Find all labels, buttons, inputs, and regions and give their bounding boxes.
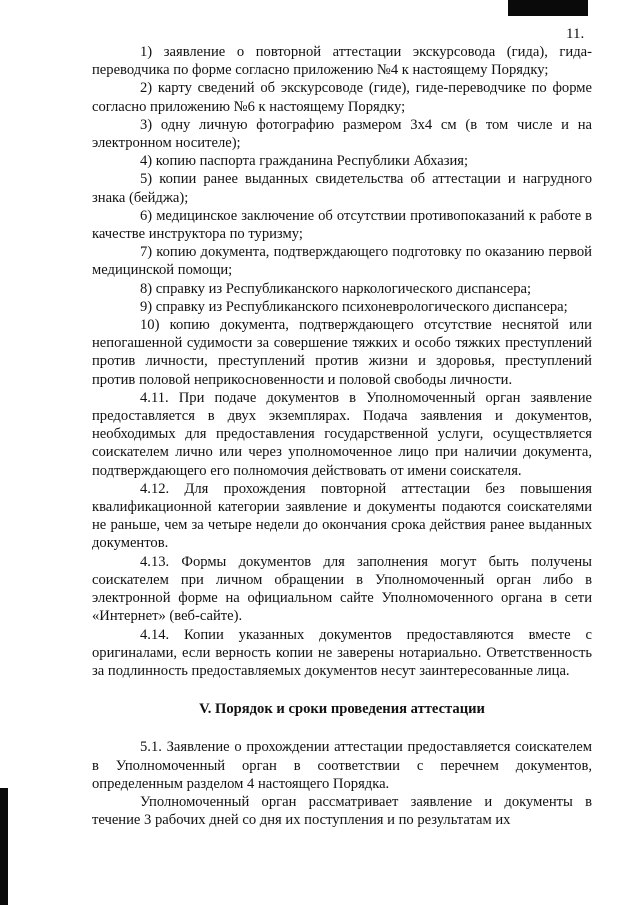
clause-5-1: 5.1. Заявление о прохождении аттестации предоставляется соискателем в Уполномоченный орган в соответствии с перечнем документов, определенным разделом 4 настоящего Порядка.	[92, 739, 592, 792]
clause-4-12: 4.12. Для прохождения повторной аттестации без повышения квалификационной категории заявление и документы подаются соискателями не раньше, чем за четыре недели до окончания срока действия ранее выданных документов.	[92, 480, 592, 552]
scan-edge-mark	[0, 788, 8, 905]
clause-5-1-continued: Уполномоченный орган рассматривает заявление и документы в течение 3 рабочих дней со дня их поступления и по результатам их	[92, 793, 592, 829]
clause-4-13: 4.13. Формы документов для заполнения могут быть получены соискателем при личном обращении в Уполномоченный орган либо в электронной форме на официальном сайте Уполномоченного органа в сети «Интернет» (веб-сайте).	[92, 553, 592, 625]
page-number: 11.	[566, 26, 585, 42]
list-item-psychoneurology: 9) справку из Республиканского психоневрологического диспансера;	[140, 298, 568, 315]
list-item-narcology: 8) справку из Республиканского наркологического диспансера;	[140, 280, 532, 297]
list-item-medical: 6) медицинское заключение об отсутствии противопоказаний к работе в качестве инструктора по туризму;	[92, 207, 592, 243]
list-item-certificate: 5) копии ранее выданных свидетельства об аттестации и нагрудного знака (бейджа);	[92, 171, 592, 206]
list-item-passport: 4) копию паспорта гражданина Республики Абхазия;	[140, 153, 469, 170]
list-item-info-card: 2) карту сведений об экскурсоводе (гиде), гиде-переводчике по форме согласно приложению №6 к настоящему Порядку;	[92, 80, 592, 115]
clause-4-14: 4.14. Копии указанных документов предоставляются вместе с оригиналами, если верность копии не заверены нотариально. Ответственность за подлинность предоставляемых документов несут заинтересованные лица.	[92, 626, 592, 679]
list-item-application: 1) заявление о повторной аттестации экскурсовода (гида), гида-переводчика по форме согласно приложению №4 к настоящему Порядку;	[92, 44, 592, 79]
scan-redaction-mark	[508, 0, 588, 16]
clause-4-11: 4.11. При подаче документов в Уполномоченный орган заявление предоставляется в двух экземплярах. Подача заявления и документов, необходимых для предоставления государственной услуги, осуществляется соискателем лично или через уполномоченное лицо при наличии документа, подтверждающего его полномочия действовать от имени соискателя.	[92, 389, 592, 479]
document-body	[92, 43, 592, 829]
section-heading: V. Порядок и сроки проведения аттестации	[199, 701, 485, 718]
list-item-photo: 3) одну личную фотографию размером 3х4 см (в том числе и на электронном носителе);	[92, 116, 592, 152]
list-item-first-aid: 7) копию документа, подтверждающего подготовку по оказанию первой медицинской помощи;	[92, 244, 592, 279]
list-item-criminal-record: 10) копию документа, подтверждающего отсутствие неснятой или непогашенной судимости за совершение тяжких и особо тяжких преступлений против личности, преступлений против жизни и здоровья, преступлений против половой неприкосновенности и половой свободы личности.	[92, 317, 592, 388]
